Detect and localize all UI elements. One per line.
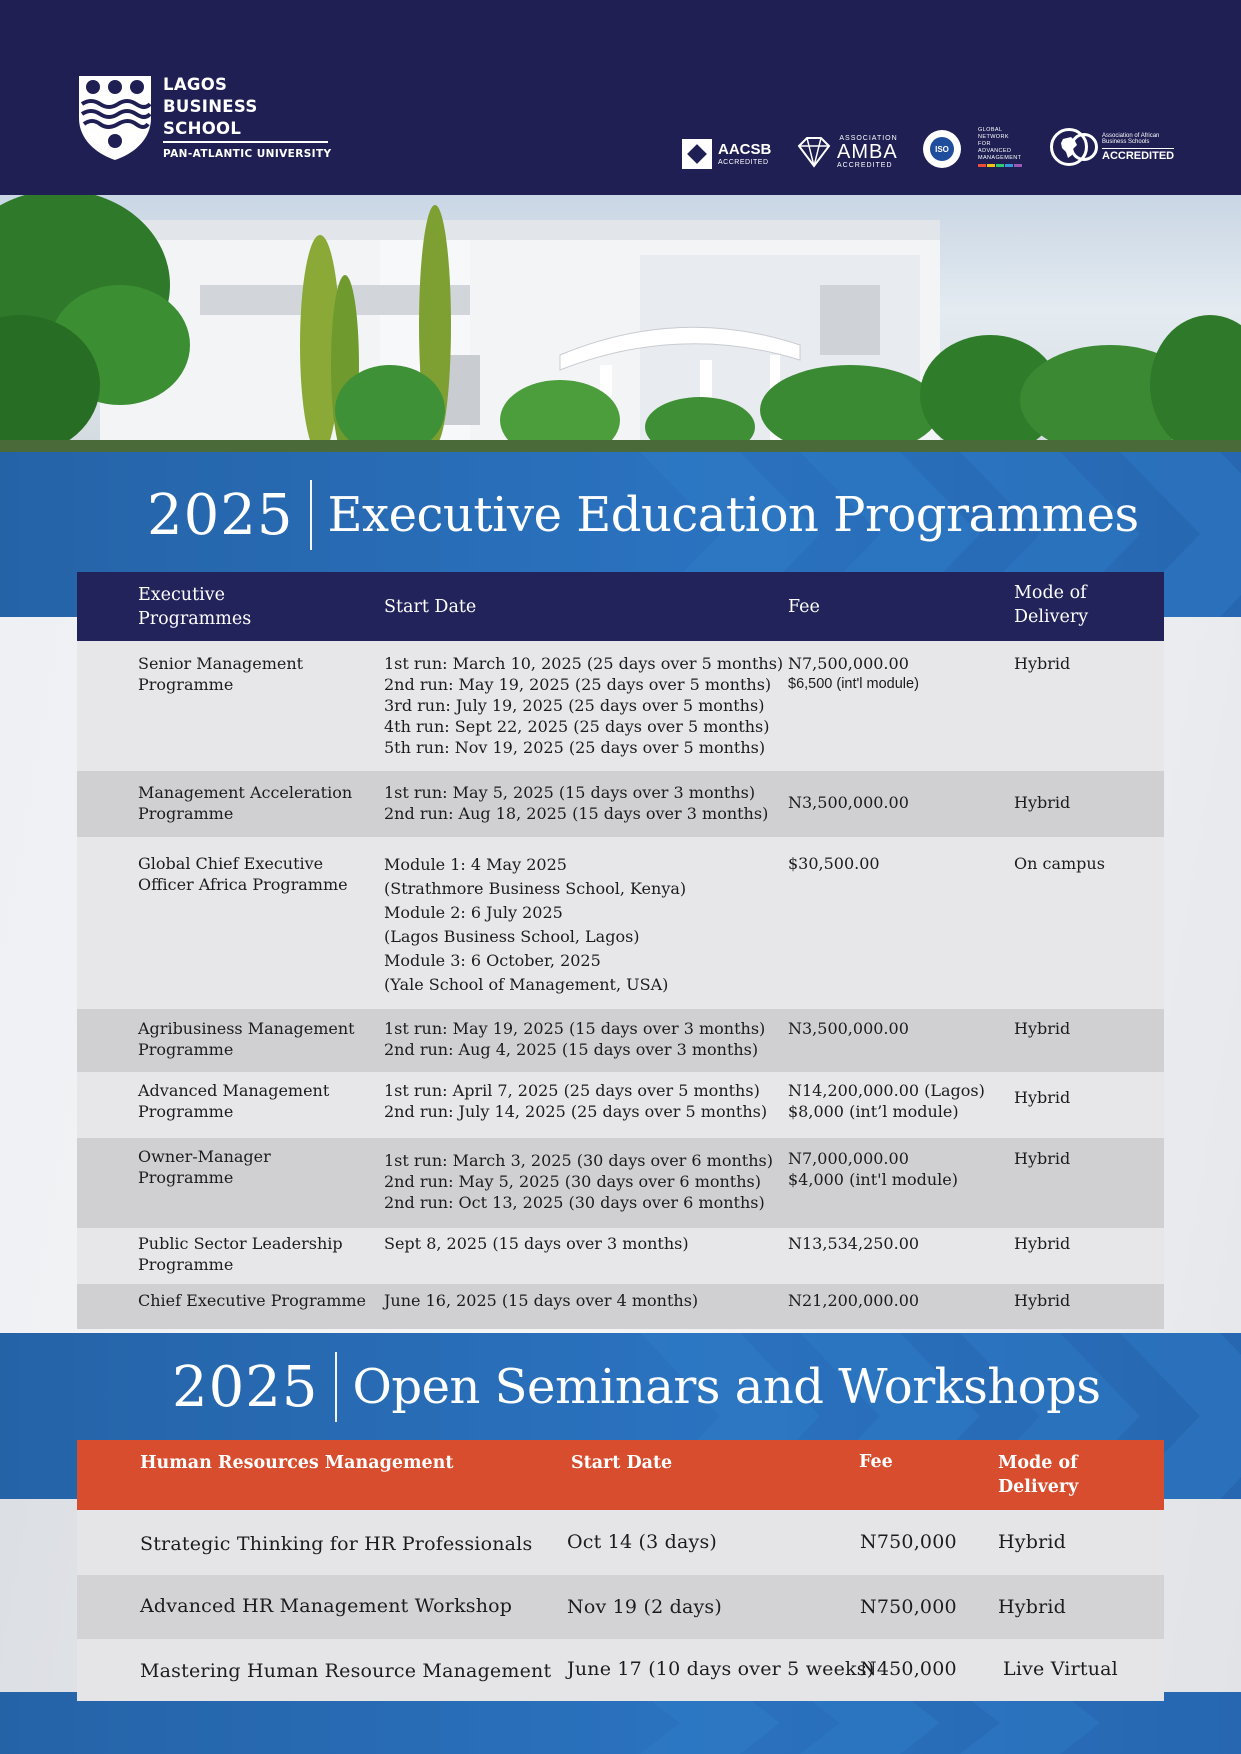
gn-line: NETWORK <box>978 134 1009 140</box>
fee-line: $30,500.00 <box>788 854 880 873</box>
chevron-pattern <box>0 1692 1241 1754</box>
fee-line: N3,500,000.00 <box>788 1019 909 1038</box>
fee <box>788 653 919 695</box>
header-text: Programmes <box>138 609 252 629</box>
table-row <box>77 1639 1164 1701</box>
amba-diamond-icon <box>795 136 833 168</box>
programme-name <box>138 653 303 695</box>
section-title: Executive Education Programmes <box>327 487 1139 543</box>
name-line: Programme <box>138 1102 234 1121</box>
delivery-mode: On campus <box>1014 854 1105 873</box>
programme-name <box>138 782 352 824</box>
delivery-mode: Hybrid <box>1014 793 1071 812</box>
name-line: Programme <box>138 1040 234 1059</box>
programme-name <box>138 853 348 895</box>
title-divider <box>310 480 312 550</box>
start-dates <box>384 782 768 824</box>
gn-line: ADVANCED <box>978 148 1012 154</box>
school-name <box>163 74 258 140</box>
seminar-mode: Live Virtual <box>1003 1658 1118 1680</box>
seminar-name: Strategic Thinking for HR Professionals <box>140 1533 533 1555</box>
header-category: Human Resources Management <box>140 1453 454 1473</box>
table-row <box>77 1228 1164 1284</box>
start-dates <box>384 1290 698 1311</box>
iso-label: ISO <box>930 137 954 161</box>
seminar-name: Advanced HR Management Workshop <box>140 1595 513 1617</box>
fee <box>788 792 909 813</box>
name-line: Public Sector Leadership <box>138 1234 343 1253</box>
date-line: 2nd run: May 5, 2025 (30 days over 6 months) <box>384 1172 761 1191</box>
date-line: 2nd run: May 19, 2025 (25 days over 5 months) <box>384 675 772 694</box>
date-line: 1st run: May 5, 2025 (15 days over 3 months) <box>384 783 756 802</box>
iso-badge <box>923 130 961 168</box>
fee <box>788 1148 958 1190</box>
school-crest-logo <box>77 74 153 162</box>
delivery-mode: Hybrid <box>1014 1234 1071 1253</box>
fee-line: N7,500,000.00 <box>788 654 909 673</box>
name-line: Senior Management <box>138 654 304 673</box>
header-text: Mode of <box>998 1453 1078 1473</box>
global-network-badge <box>978 127 1022 167</box>
name-line: Chief Executive Programme <box>138 1291 367 1310</box>
date-line: 2nd run: Aug 18, 2025 (15 days over 3 months) <box>384 804 769 823</box>
amba-label: AMBA <box>837 141 898 163</box>
fee-line: N7,000,000.00 <box>788 1149 909 1168</box>
table-row <box>77 1009 1164 1072</box>
date-line: 3rd run: July 19, 2025 (25 days over 5 months) <box>384 696 765 715</box>
seminar-fee: N750,000 <box>860 1596 957 1618</box>
fee <box>788 853 880 874</box>
seminar-start: Oct 14 (3 days) <box>567 1531 718 1553</box>
date-line: (Lagos Business School, Lagos) <box>384 927 640 946</box>
table-row <box>77 1138 1164 1228</box>
seminar-mode: Hybrid <box>998 1596 1066 1618</box>
executive-section-title <box>147 480 1139 550</box>
header-programme <box>138 583 251 631</box>
aacsb-badge <box>682 138 771 170</box>
gn-color-bars <box>978 164 1022 167</box>
header-text: Executive <box>138 585 225 605</box>
school-name-rule <box>163 141 328 143</box>
name-line: Advanced Management <box>138 1081 330 1100</box>
header-text: Delivery <box>998 1477 1079 1497</box>
start-dates <box>384 853 686 997</box>
header-start-date: Start Date <box>571 1453 673 1473</box>
date-line: (Yale School of Management, USA) <box>384 975 669 994</box>
start-dates <box>384 1150 773 1213</box>
school-name-line: LAGOS <box>163 75 228 94</box>
header-text: Delivery <box>1014 607 1089 627</box>
name-line: Global Chief Executive <box>138 854 324 873</box>
aacsb-label: AACSB <box>718 141 772 158</box>
fee-line: N21,200,000.00 <box>788 1291 920 1310</box>
date-line: 1st run: May 19, 2025 (15 days over 3 months) <box>384 1019 766 1038</box>
table-row <box>77 771 1164 837</box>
date-line: 1st run: March 3, 2025 (30 days over 6 months) <box>384 1151 773 1170</box>
date-line: Module 3: 6 October, 2025 <box>384 951 601 970</box>
name-line: Programme <box>138 1255 234 1274</box>
date-line: Sept 8, 2025 (15 days over 3 months) <box>384 1234 689 1253</box>
seminar-name: Mastering Human Resource Management <box>140 1660 552 1682</box>
header-fee: Fee <box>859 1452 893 1472</box>
programme-name <box>138 1018 355 1060</box>
delivery-mode: Hybrid <box>1014 1149 1071 1168</box>
header-mode <box>998 1451 1078 1499</box>
section-year: 2025 <box>147 482 294 548</box>
name-line: Programme <box>138 675 234 694</box>
blue-footer-band <box>0 1692 1241 1754</box>
fee-line: N13,534,250.00 <box>788 1234 920 1253</box>
start-dates <box>384 653 783 758</box>
programme-name <box>138 1146 271 1188</box>
fee-line: N14,200,000.00 (Lagos) <box>788 1081 985 1100</box>
table-row <box>77 641 1164 771</box>
aabs-label: ACCREDITED <box>1102 149 1175 162</box>
header-start-date: Start Date <box>384 597 477 617</box>
seminar-start: June 17 (10 days over 5 weeks) <box>567 1658 875 1680</box>
delivery-mode: Hybrid <box>1014 654 1071 673</box>
aacsb-icon <box>682 139 712 169</box>
amba-sub: ACCREDITED <box>837 162 893 169</box>
africa-map-icon <box>1050 128 1088 166</box>
name-line: Owner-Manager <box>138 1147 271 1166</box>
date-line: (Strathmore Business School, Kenya) <box>384 879 687 898</box>
amba-badge <box>795 135 898 169</box>
header-bar <box>0 0 1241 195</box>
name-line: Programme <box>138 1168 234 1187</box>
fee-line: N3,500,000.00 <box>788 793 909 812</box>
name-line: Programme <box>138 804 234 823</box>
date-line: 5th run: Nov 19, 2025 (25 days over 5 months) <box>384 738 766 757</box>
aabs-top: Association of African Business Schools <box>1102 132 1160 145</box>
delivery-mode: Hybrid <box>1014 1291 1071 1310</box>
aacsb-sub: ACCREDITED <box>718 159 769 166</box>
date-line: 2nd run: Oct 13, 2025 (30 days over 6 months) <box>384 1193 765 1212</box>
aabs-badge <box>1050 128 1174 166</box>
executive-programmes-table <box>77 572 1164 1329</box>
name-line: Officer Africa Programme <box>138 875 348 894</box>
seminars-section-title <box>172 1352 1101 1422</box>
table-row <box>77 1510 1164 1575</box>
start-dates <box>384 1233 689 1254</box>
programme-name <box>138 1080 329 1122</box>
section-title: Open Seminars and Workshops <box>352 1359 1101 1415</box>
school-name-line: SCHOOL <box>163 119 242 138</box>
seminar-fee: N450,000 <box>860 1658 957 1680</box>
seminar-start: Nov 19 (2 days) <box>567 1596 722 1618</box>
seminar-mode: Hybrid <box>998 1531 1066 1553</box>
header-text: Mode of <box>1014 583 1087 603</box>
date-line: 1st run: April 7, 2025 (25 days over 5 months) <box>384 1081 760 1100</box>
programme-name <box>138 1290 366 1311</box>
date-line: 2nd run: Aug 4, 2025 (15 days over 3 months) <box>384 1040 759 1059</box>
gn-line: GLOBAL <box>978 127 1003 133</box>
gn-line: FOR <box>978 141 991 147</box>
section-year: 2025 <box>172 1354 319 1420</box>
date-line: 1st run: March 10, 2025 (25 days over 5 months) <box>384 654 784 673</box>
table-row <box>77 1575 1164 1639</box>
table-header <box>77 572 1164 641</box>
date-line: 2nd run: July 14, 2025 (25 days over 5 months) <box>384 1102 768 1121</box>
header-fee: Fee <box>788 597 820 617</box>
delivery-mode: Hybrid <box>1014 1019 1071 1038</box>
date-line: Module 2: 6 July 2025 <box>384 903 563 922</box>
table-header <box>77 1440 1164 1510</box>
fee-line: $4,000 (int'l module) <box>788 1170 958 1189</box>
header-mode <box>1014 581 1088 629</box>
start-dates <box>384 1080 767 1122</box>
name-line: Management Acceleration <box>138 783 353 802</box>
fee-line: $8,000 (int’l module) <box>788 1102 959 1121</box>
table-row <box>77 1072 1164 1138</box>
gn-line: MANAGEMENT <box>978 155 1022 161</box>
fee <box>788 1290 919 1311</box>
table-row <box>77 837 1164 1009</box>
programme-name <box>138 1233 343 1275</box>
date-line: June 16, 2025 (15 days over 4 months) <box>384 1291 699 1310</box>
fee <box>788 1018 909 1039</box>
table-row <box>77 1284 1164 1329</box>
campus-photo <box>0 195 1241 452</box>
fee-line: $6,500 (int'l module) <box>788 676 919 692</box>
seminar-fee: N750,000 <box>860 1531 957 1553</box>
amba-top: ASSOCIATION <box>839 135 898 142</box>
title-divider <box>335 1352 337 1422</box>
delivery-mode: Hybrid <box>1014 1088 1071 1107</box>
school-name-line: BUSINESS <box>163 97 258 116</box>
date-line: Module 1: 4 May 2025 <box>384 855 567 874</box>
fee <box>788 1233 919 1254</box>
seminars-table <box>77 1440 1164 1701</box>
name-line: Agribusiness Management <box>138 1019 355 1038</box>
start-dates <box>384 1018 765 1060</box>
date-line: 4th run: Sept 22, 2025 (25 days over 5 months) <box>384 717 770 736</box>
university-name: PAN-ATLANTIC UNIVERSITY <box>163 148 332 160</box>
fee <box>788 1080 985 1122</box>
